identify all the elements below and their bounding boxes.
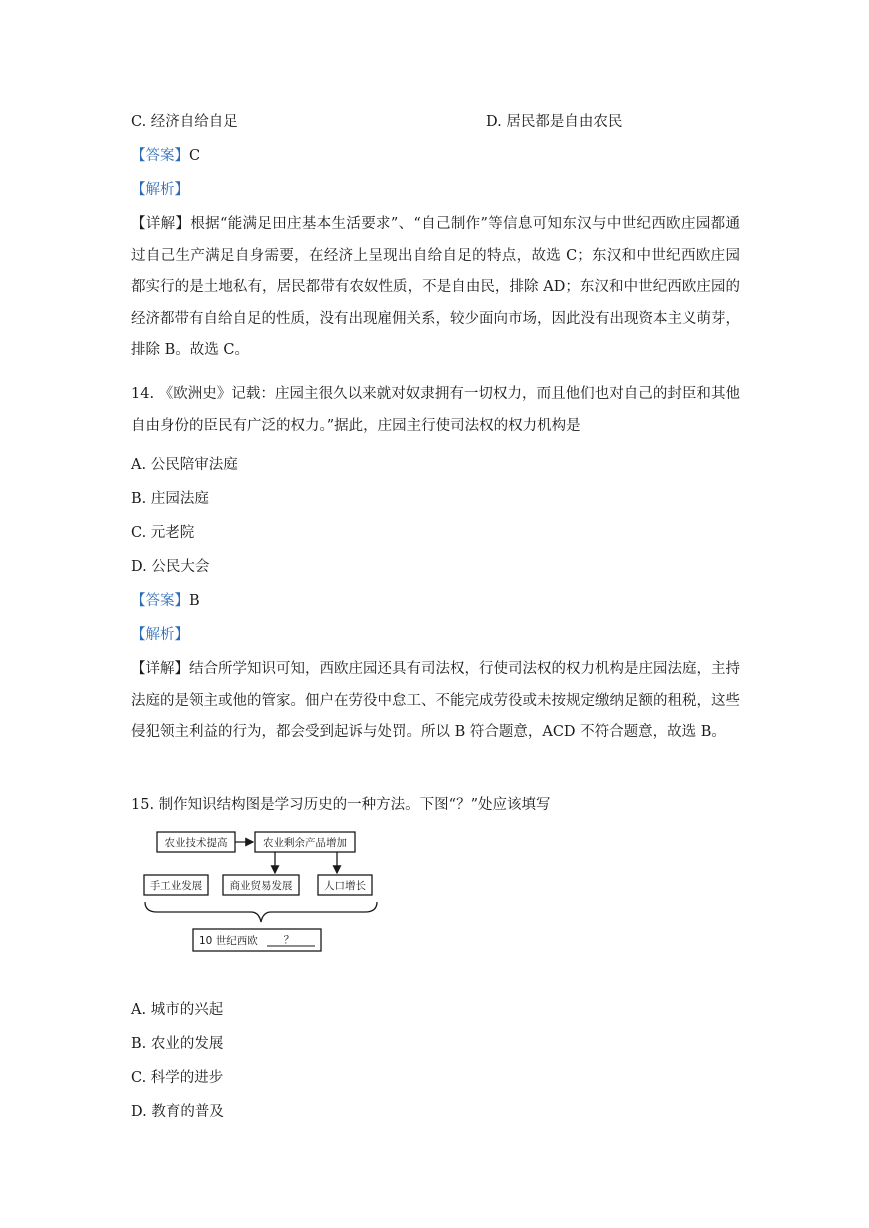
box-handicraft-label: 手工业发展	[149, 880, 203, 892]
analysis-label: 【解析】	[131, 627, 189, 643]
q14-option-b: B. 庄园法庭	[131, 491, 209, 507]
q15-option-a: A. 城市的兴起	[131, 1002, 224, 1018]
answer-label: 【答案】	[131, 593, 189, 609]
box-agri-tech-label: 农业技术提高	[164, 837, 228, 849]
detail-label: 【详解】	[131, 661, 189, 677]
q13-detail	[131, 209, 740, 367]
detail-text: 结合所学知识可知，西欧庄园还具有司法权，行使司法权的权力机构是庄园法庭，主持法庭的是领主或他的管家。佃户在劳役中怠工、不能完成劳役或未按规定缴纳足额的租税，这些侵犯领主利益的行为，都会受到起诉与处罚。所以 B 符合题意，ACD 不符合题意，故选 B。	[131, 661, 740, 740]
option-d-prev: D. 居民都是自由农民	[486, 114, 623, 130]
q14-analysis-label	[131, 625, 189, 645]
knowledge-structure-diagram	[141, 826, 391, 956]
q14-answer	[131, 591, 200, 611]
q13-answer	[131, 146, 200, 166]
detail-text: 根据“能满足田庄基本生活要求”、“自己制作”等信息可知东汉与中世纪西欧庄园都通过自己生产满足自身需要，在经济上呈现出自给自足的特点，故选 C；东汉和中世纪西欧庄园都实行的是土地私有，居民都带有农奴性质，不是自由民，排除 AD；东汉和中世纪西欧庄园的经济都带有自给自足的性质，没有出现雇佣关系，较少面向市场，因此没有出现资本主义萌芽，排除 B。故选 C。	[131, 216, 741, 358]
q14-stem: 14. 《欧洲史》记载：庄园主很久以来就对奴隶拥有一切权力，而且他们也对自己的封臣和其他自由身份的臣民有广泛的权力。”据此，庄园主行使司法权的权力机构是	[131, 386, 740, 434]
box-commerce-label: 商业贸易发展	[229, 880, 293, 892]
answer-value: C	[189, 148, 201, 164]
q14-detail	[131, 654, 740, 749]
box-result-prefix: 10 世纪西欧	[199, 935, 258, 947]
q15-option-d: D. 教育的普及	[131, 1104, 224, 1120]
q14-option-d: D. 公民大会	[131, 559, 210, 575]
q14-option-a: A. 公民陪审法庭	[131, 457, 238, 473]
box-surplus-label: 农业剩余产品增加	[263, 837, 347, 849]
q14-option-c: C. 元老院	[131, 525, 195, 541]
box-population-label: 人口增长	[324, 880, 366, 892]
answer-label: 【答案】	[131, 148, 189, 164]
q15-option-b: B. 农业的发展	[131, 1036, 224, 1052]
box-result-blank: ？	[283, 934, 295, 946]
analysis-label: 【解析】	[131, 182, 189, 198]
detail-label: 【详解】	[131, 216, 191, 232]
q13-analysis-label	[131, 180, 189, 200]
q15-stem: 15. 制作知识结构图是学习历史的一种方法。下图“？”处应该填写	[131, 797, 551, 813]
option-c-prev: C. 经济自给自足	[131, 114, 238, 130]
q15-option-c: C. 科学的进步	[131, 1070, 224, 1086]
answer-value: B	[189, 593, 200, 609]
brace	[145, 902, 377, 922]
